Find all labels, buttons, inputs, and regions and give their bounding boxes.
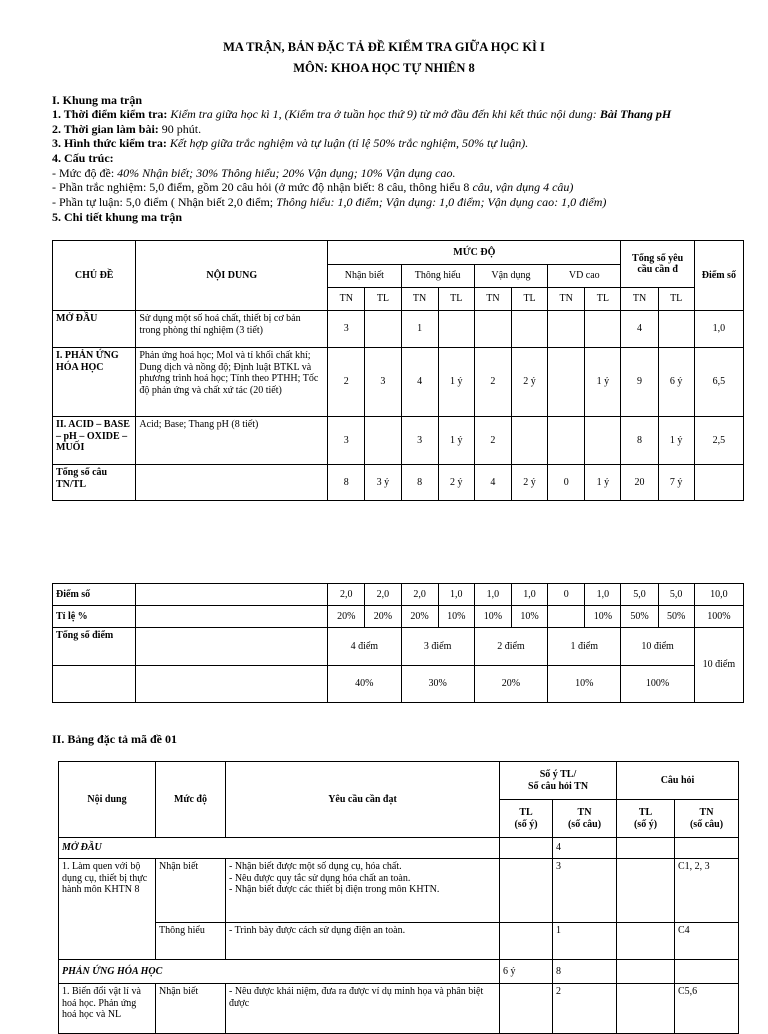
cell: 2 — [553, 984, 617, 1034]
requirement-cell — [226, 859, 500, 923]
label: - Mức độ đề: — [52, 166, 118, 180]
cell: 5,0 — [621, 584, 658, 606]
cell: 1 ý — [658, 417, 694, 465]
empty-cell — [617, 984, 675, 1034]
cell — [511, 417, 547, 465]
header-total-required: Tổng số yêu cầu cần đ — [621, 241, 694, 288]
empty-cell — [617, 923, 675, 960]
cell — [474, 311, 511, 348]
text-italic: câu, vận dụng 4 câu) — [472, 180, 574, 194]
cell-score: 1,0 — [694, 311, 743, 348]
cell — [548, 348, 585, 417]
header-topic: CHỦ ĐỀ — [53, 241, 136, 311]
cell: 2 — [474, 417, 511, 465]
cell: 10% — [511, 606, 547, 628]
value: Kiểm tra giữa học kì 1, (Kiểm tra ở tuần học thứ 9) từ mở đầu đến khi kết thúc nội dung: — [170, 107, 600, 121]
table-row — [59, 859, 739, 923]
question-cell: C4 — [675, 923, 739, 960]
cell: 3 — [328, 417, 365, 465]
section-row-reaction: PHẢN ỨNG HÓA HỌC — [59, 960, 500, 984]
subject-title: MÔN: KHOA HỌC TỰ NHIÊN 8 — [293, 61, 475, 75]
cell: 3 — [401, 417, 438, 465]
header-tn: TN — [474, 288, 511, 311]
header-tn-unit: (số câu) — [567, 818, 602, 830]
text: - Phần tự luận: 5,0 điểm ( Nhận biết 2,0 điểm; — [52, 195, 277, 209]
requirement-line: - Nhận biết được các thiết bị điện trong môn KHTN. — [229, 884, 440, 895]
level-cell: Thông hiểu — [156, 923, 226, 960]
header-tl: TL — [438, 288, 474, 311]
requirement-cell: - Nêu được khái niệm, đưa ra được ví dụ minh họa và phân biệt được — [226, 984, 500, 1034]
requirement-line: - Nhận biết được một số dụng cụ, hóa chất. — [229, 861, 402, 872]
cell: 7 ý — [658, 465, 694, 501]
header-tl — [617, 800, 675, 838]
intro-line-duration — [52, 122, 201, 137]
header-level-understand: Thông hiểu — [401, 265, 474, 288]
empty-cell — [500, 838, 553, 859]
header-content: Nội dung — [59, 762, 156, 838]
cell: 2 ý — [511, 465, 547, 501]
cell: 1,0 — [438, 584, 474, 606]
row-content — [136, 465, 328, 501]
header-tl: TL — [365, 288, 401, 311]
value-highlight: Bài Thang pH — [599, 107, 672, 121]
cell: 4 — [621, 311, 658, 348]
table-row — [59, 984, 739, 1034]
cell — [658, 311, 694, 348]
header-tn: TN — [401, 288, 438, 311]
requirement-line: - Nêu được quy tắc sử dụng hóa chất an toàn. — [229, 872, 411, 884]
cell: 3 điểm — [401, 628, 474, 666]
empty-cell — [500, 859, 553, 923]
cell: 2 ý — [438, 465, 474, 501]
section-heading-spec: II. Bảng đặc tả mã đề 01 — [52, 732, 178, 746]
header-level: MỨC ĐỘ — [328, 241, 621, 265]
header-tn-label: TN — [699, 807, 714, 818]
cell: 1 ý — [438, 417, 474, 465]
row-topic: MỞ ĐẦU — [53, 311, 136, 348]
cell: 1 ý — [585, 348, 621, 417]
level-cell: Nhận biết — [156, 984, 226, 1034]
cell: 4 điểm — [328, 628, 401, 666]
empty-cell — [500, 984, 553, 1034]
table-row — [59, 960, 739, 984]
table-row — [53, 348, 744, 417]
header-question: Câu hỏi — [617, 762, 739, 800]
empty-cell — [136, 666, 328, 703]
cell: 8 — [328, 465, 365, 501]
matrix-table — [52, 240, 744, 501]
empty-cell — [617, 960, 675, 984]
header-count-line2: Số câu hỏi TN — [527, 780, 589, 792]
cell: 1,0 — [474, 584, 511, 606]
cell: 100% — [621, 666, 694, 703]
cell: 50% — [658, 606, 694, 628]
header-tl-label: TL — [519, 807, 533, 818]
cell: 1 điểm — [548, 628, 621, 666]
row-content: Sử dụng một số hoá chất, thiết bị cơ bản trong phòng thí nghiệm (3 tiết) — [136, 311, 328, 348]
cell: 10% — [548, 666, 621, 703]
spec-table — [58, 761, 739, 1034]
content-cell: 1. Làm quen với bộ dụng cụ, thiết bị thực hành môn KHTN 8 — [59, 859, 156, 960]
cell: 2,0 — [328, 584, 365, 606]
empty-cell — [136, 628, 328, 666]
cell: 100% — [694, 606, 743, 628]
cell: 8 — [401, 465, 438, 501]
value: 90 phút. — [161, 122, 202, 136]
question-cell: C5,6 — [675, 984, 739, 1034]
cell: 2 — [474, 348, 511, 417]
row-label-percent: Tỉ lệ % — [53, 606, 136, 628]
intro-line-level — [52, 166, 455, 181]
row-topic: I. PHẢN ỨNG HÓA HỌC — [53, 348, 136, 417]
cell: 3 — [365, 348, 401, 417]
row-label-total-score: Tổng số điểm — [53, 628, 136, 666]
value: Kết hợp giữa trắc nghiệm và tự luận (tỉ lệ 50% trắc nghiệm, 50% tự luận). — [169, 136, 529, 150]
requirement-cell: - Trình bày được cách sử dụng điện an toàn. — [226, 923, 500, 960]
cell: 1 ý — [585, 465, 621, 501]
score-table — [52, 583, 744, 703]
header-count — [500, 762, 617, 800]
table-row — [59, 923, 739, 960]
section-heading-framework: I. Khung ma trận — [52, 93, 143, 107]
empty-cell — [136, 584, 328, 606]
intro-line-essay — [52, 195, 606, 210]
header-requirement: Yêu cầu cần đạt — [226, 762, 500, 838]
empty-cell — [500, 923, 553, 960]
cell: 1,0 — [511, 584, 547, 606]
cell: 2 ý — [511, 348, 547, 417]
intro-line-format — [52, 136, 528, 151]
cell: 0 — [548, 465, 585, 501]
section-heading-detail: 5. Chi tiết khung ma trận — [52, 210, 183, 224]
content-cell: 1. Biến đổi vật lí và hoá học. Phản ứng hoá học và NL — [59, 984, 156, 1034]
table-row — [53, 628, 744, 666]
cell — [365, 417, 401, 465]
question-cell: C1, 2, 3 — [675, 859, 739, 923]
cell: 8 — [553, 960, 617, 984]
header-tn — [675, 800, 739, 838]
header-tl-unit: (số ý) — [514, 818, 538, 830]
intro-line-time — [52, 107, 671, 122]
label: 3. Hình thức kiểm tra: — [52, 136, 170, 150]
cell: 3 ý — [365, 465, 401, 501]
label: 1. Thời điểm kiểm tra: — [52, 107, 171, 121]
row-content: Acid; Base; Thang pH (8 tiết) — [136, 417, 328, 465]
cell: 10% — [474, 606, 511, 628]
cell — [438, 311, 474, 348]
empty-cell — [675, 960, 739, 984]
header-tn-label: TN — [577, 807, 592, 818]
cell: 50% — [621, 606, 658, 628]
row-topic: Tổng số câu TN/TL — [53, 465, 136, 501]
row-label-score: Điểm số — [53, 584, 136, 606]
cell: 1 ý — [438, 348, 474, 417]
cell: 2 điểm — [474, 628, 547, 666]
header-tn: TN — [328, 288, 365, 311]
cell: 10,0 — [694, 584, 743, 606]
header-tl — [500, 800, 553, 838]
cell — [548, 606, 585, 628]
cell: 6 ý — [658, 348, 694, 417]
cell: 8 — [621, 417, 658, 465]
cell: 2,0 — [401, 584, 438, 606]
table-row — [59, 838, 739, 859]
empty-cell — [136, 606, 328, 628]
table-row — [53, 311, 744, 348]
header-level-recognize: Nhận biết — [328, 265, 401, 288]
level-cell: Nhận biết — [156, 859, 226, 923]
header-tl-label: TL — [638, 807, 653, 818]
cell: 2,0 — [365, 584, 401, 606]
header-tl: TL — [511, 288, 547, 311]
cell: 1 — [553, 923, 617, 960]
cell-score: 2,5 — [694, 417, 743, 465]
table-row — [53, 666, 744, 703]
cell: 20% — [365, 606, 401, 628]
cell: 40% — [328, 666, 401, 703]
text: - Phần trắc nghiệm: 5,0 điểm, gồm 20 câu hỏi (ở mức độ nhận biết: 8 câu, thông hiểu 8 — [52, 180, 473, 194]
cell: 1,0 — [585, 584, 621, 606]
cell: 2 — [328, 348, 365, 417]
cell: 0 — [548, 584, 585, 606]
cell: 4 — [553, 838, 617, 859]
cell: 9 — [621, 348, 658, 417]
cell: 6 ý — [500, 960, 553, 984]
cell: 30% — [401, 666, 474, 703]
header-tl: TL — [658, 288, 694, 311]
label: 2. Thời gian làm bài: — [52, 122, 162, 136]
header-level-apply: Vận dụng — [474, 265, 547, 288]
cell: 10% — [438, 606, 474, 628]
header-score: Điểm số — [694, 241, 743, 311]
section-row-intro: MỞ ĐẦU — [59, 838, 500, 859]
cell: 3 — [553, 859, 617, 923]
intro-line-structure: 4. Cấu trúc: — [52, 151, 114, 165]
cell: 20% — [474, 666, 547, 703]
empty-cell — [617, 859, 675, 923]
header-tn: TN — [621, 288, 658, 311]
cell — [511, 311, 547, 348]
header-content: NỘI DUNG — [136, 241, 328, 311]
text-italic: Thông hiểu: 1,0 điểm; Vận dụng: 1,0 điểm; Vận dụng cao: 1,0 điểm) — [276, 195, 607, 209]
cell — [548, 311, 585, 348]
table-row — [53, 606, 744, 628]
header-level: Mức độ — [156, 762, 226, 838]
cell-score — [694, 465, 743, 501]
cell: 4 — [474, 465, 511, 501]
cell: 10% — [585, 606, 621, 628]
row-topic: II. ACID – BASE – pH – OXIDE – MUỐI — [53, 417, 136, 465]
cell — [585, 311, 621, 348]
cell: 5,0 — [658, 584, 694, 606]
header-tn — [553, 800, 617, 838]
intro-line-mcq — [52, 180, 573, 195]
header-tl-unit: (số ý) — [633, 818, 658, 830]
empty-cell — [675, 838, 739, 859]
empty-cell — [53, 666, 136, 703]
table-row — [53, 584, 744, 606]
header-level-advanced: VD cao — [548, 265, 621, 288]
cell: 3 — [328, 311, 365, 348]
cell: 20% — [401, 606, 438, 628]
table-row — [53, 465, 744, 501]
header-tn: TN — [548, 288, 585, 311]
table-row — [53, 417, 744, 465]
cell — [585, 417, 621, 465]
cell: 4 — [401, 348, 438, 417]
header-tn-unit: (số câu) — [689, 818, 724, 830]
cell: 1 — [401, 311, 438, 348]
cell-total-score: 10 điểm — [694, 628, 743, 703]
header-tl: TL — [585, 288, 621, 311]
value: 40% Nhận biết; 30% Thông hiểu; 20% Vận dụng; 10% Vận dụng cao. — [117, 166, 456, 180]
document-title: MA TRẬN, BẢN ĐẶC TẢ ĐỀ KIỂM TRA GIỮA HỌC KÌ I — [223, 40, 545, 54]
cell: 10 điểm — [621, 628, 694, 666]
header-count-line1: Số ý TL/ — [539, 769, 577, 780]
row-content: Phản ứng hoá học; Mol và tỉ khối chất khí; Dung dịch và nồng độ; Định luật BTKL và phương trình hoá học; Tính theo PTHH; Tốc độ phản ứng và chất xứ tác (20 tiết) — [136, 348, 328, 417]
cell: 20 — [621, 465, 658, 501]
cell: 20% — [328, 606, 365, 628]
cell — [548, 417, 585, 465]
cell — [365, 311, 401, 348]
cell-score: 6,5 — [694, 348, 743, 417]
empty-cell — [617, 838, 675, 859]
